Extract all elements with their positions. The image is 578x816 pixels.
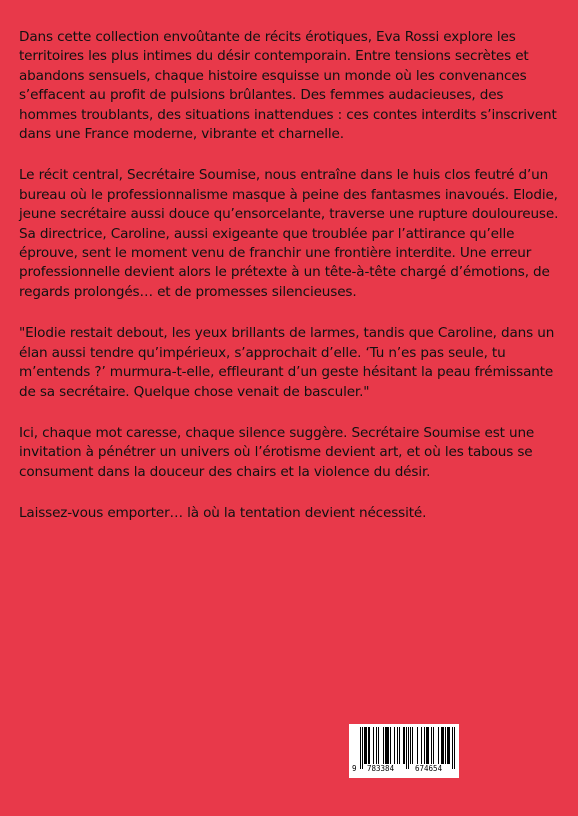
barcode-bar (448, 727, 449, 764)
barcode-bar (449, 727, 450, 764)
paragraph-invitation: Ici, chaque mot caresse, chaque silence suggère. Secrétaire Soumise est une invitation à pénétrer un univers où l’érotisme devient art, et où les tabous se consument dans la douceur des chairs et la violence du désir. (19, 424, 535, 480)
isbn-barcode (349, 724, 459, 778)
paragraph-central-story: Le récit central, Secrétaire Soumise, nous entraîne dans le huis clos feutré d’un bureau où le professionnalisme masque à peine des fantasmes inavoués. Elodie, jeune secrétaire aussi douce qu’ensorcelante, traverse une rupture douloureuse. Sa directrice, Caroline, aussi exigeante que troublée par l’attirance qu’elle éprouve, sent le moment venu de franchir une frontière interdite. Une erreur professionnelle devient alors le prétexte à un tête-à-tête chargé d’émotions, de regards prolongés… et de promesses silencieuses. (19, 167, 559, 300)
barcode-bar (417, 727, 418, 764)
barcode-bar (365, 727, 366, 764)
barcode-first-digit: 9 (352, 764, 357, 773)
barcode-bar (366, 727, 367, 764)
barcode-bar (362, 727, 363, 769)
barcode-bar (399, 727, 400, 764)
barcode-bar (383, 727, 384, 764)
barcode-bar (427, 727, 428, 764)
barcode-bar (452, 727, 453, 769)
barcode-bar (421, 727, 422, 764)
barcode-bar (364, 727, 365, 764)
barcode-bar (378, 727, 379, 764)
paragraph-intro: Dans cette collection envoûtante de récits érotiques, Eva Rossi explore les territoires les plus intimes du désir contemporain. Entre tensions secrètes et abandons sensuels, chaque histoire esquisse un monde où les convenances s’effacent au profit de pulsions brûlantes. Des femmes audacieuses, des hommes troublants, des situations inattendues : ces contes interdits s’inscrivent dans une France moderne, vibrante et charnelle. (19, 29, 557, 143)
barcode-bar (412, 727, 413, 764)
barcode-bar (369, 727, 370, 764)
barcode-bar (368, 727, 369, 764)
barcode-bar (404, 727, 405, 764)
barcode-bar (376, 727, 377, 764)
barcode-bar (403, 727, 404, 764)
barcode-digits (349, 764, 459, 776)
barcode-bar (386, 727, 387, 764)
paragraph-excerpt-quote: "Elodie restait debout, les yeux brillants de larmes, tandis que Caroline, dans un élan aussi tendre qu’impérieux, s’approchait d’elle. ‘Tu n’es pas seule, tu m’entends ?’ murmura-t-elle, effleurant d’un geste hésitant la peau frémissante de sa secrétaire. Quelque chose venait de basculer." (19, 325, 555, 400)
paragraph-closing: Laissez-vous emporter… là où la tentation devient nécessité. (19, 505, 427, 522)
barcode-bar (441, 727, 442, 764)
barcode-bar (438, 727, 439, 764)
barcode-bar (408, 727, 409, 769)
barcode-bar (397, 727, 398, 764)
barcode-bar (433, 727, 434, 764)
barcode-bar (406, 727, 407, 769)
barcode-bar (431, 727, 432, 764)
barcode-bar (360, 727, 361, 769)
barcode-bar (442, 727, 443, 764)
barcode-bar (394, 727, 395, 764)
barcode-right-group: 674654 (415, 764, 443, 773)
barcode-bar (424, 727, 425, 764)
barcode-bar (388, 727, 389, 764)
barcode-bar (390, 727, 391, 764)
back-cover-text (19, 28, 559, 546)
barcode-bar (428, 727, 429, 764)
barcode-bar (373, 727, 374, 764)
barcode-bar (445, 727, 446, 764)
barcode-bar (447, 727, 448, 764)
barcode-bar (443, 727, 444, 764)
barcode-bar (410, 727, 411, 764)
barcode-left-group: 783384 (367, 764, 395, 773)
barcode-bar (426, 727, 427, 764)
barcode-bar (454, 727, 455, 769)
barcode-bar (385, 727, 386, 764)
barcode-bar (387, 727, 388, 764)
